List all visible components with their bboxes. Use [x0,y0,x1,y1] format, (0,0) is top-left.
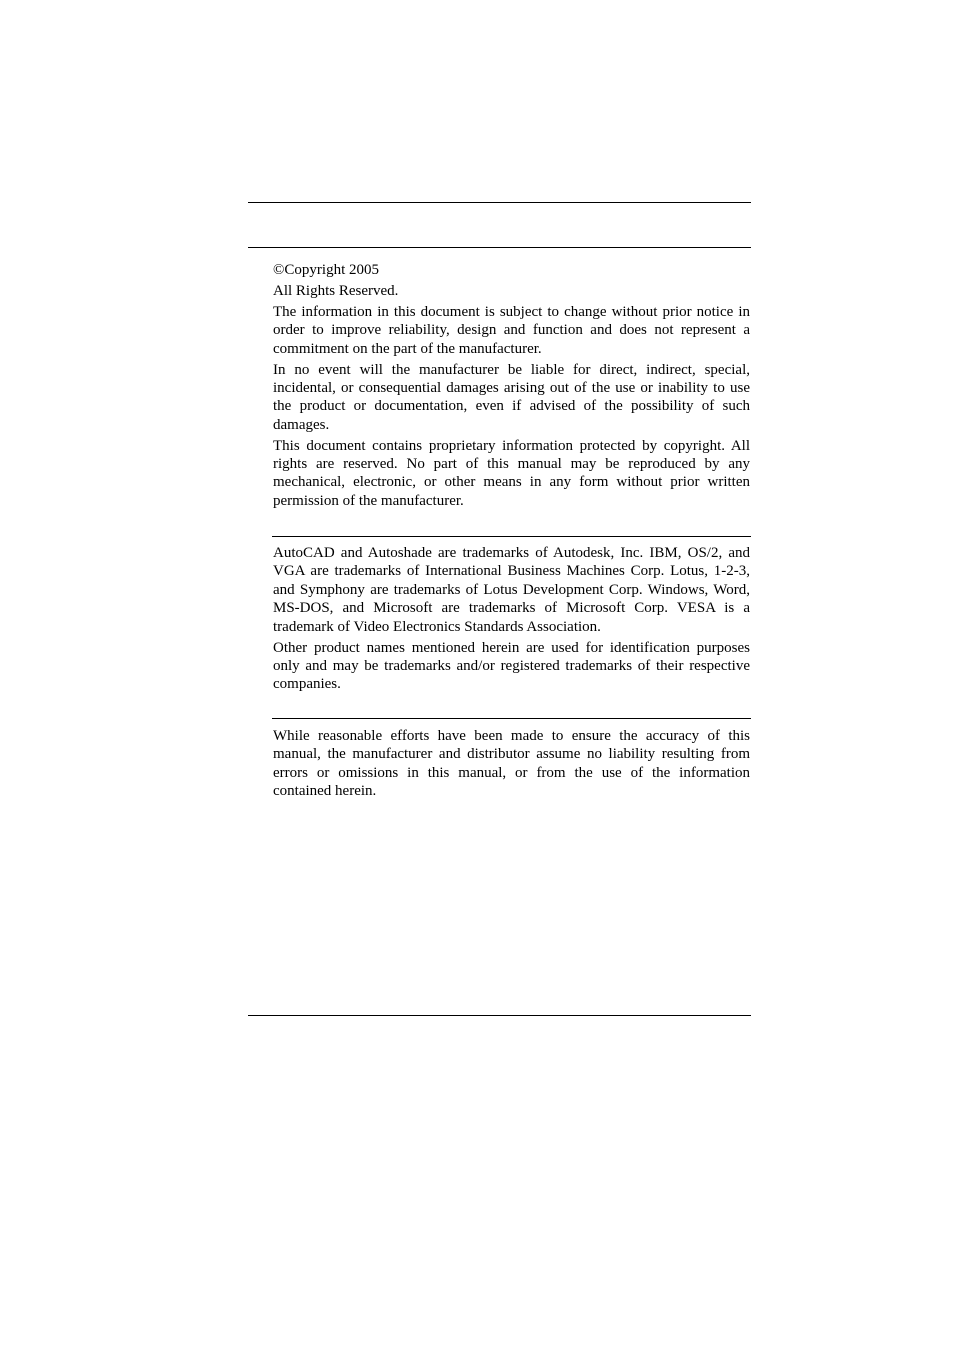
rights-reserved: All Rights Reserved. [273,282,399,299]
header-rule [248,247,751,248]
trademarks-paragraph: AutoCAD and Autoshade are trademarks of Autodesk, Inc. IBM, OS/2, and VGA are trademarks of International Business Machines Corp. Lotus, 1-2-3, and Symphony are trademarks of Lotus Development Corp. Windows, Word, MS-DOS, and Microsoft are trademarks of Microsoft Corp. VESA is a trademark of Video Electronics Standards Association. [273,545,750,635]
disclaimer-section [273,727,750,803]
liability-paragraph: In no event will the manufacturer be liable for direct, indirect, special, incidental, or consequential damages arising out of the use or inability to use the product or documentation, even if advised of the possibility of such damages. [273,361,750,433]
top-rule [248,202,751,203]
trademarks-section [273,544,750,696]
disclaimer-paragraph: While reasonable efforts have been made to ensure the accuracy of this manual, the manufacturer and distributor assume no liability resulting from errors or omissions in this manual, or from the use of the information contained herein. [273,728,750,800]
trademarks-rule [272,536,751,537]
other-names-paragraph: Other product names mentioned herein are used for identification purposes only and may be trademarks and/or registered trademarks of their respective companies. [273,639,750,693]
copyright-line: ©Copyright 2005 [273,262,379,278]
footer-rule [248,1015,751,1016]
proprietary-paragraph: This document contains proprietary information protected by copyright. All rights are reserved. No part of this manual may be reproduced by any mechanical, electronic, or other means in any form without prior written permission of the manufacturer. [273,437,750,509]
disclaimer-rule [272,718,751,719]
copyright-section [273,261,750,513]
notice-paragraph: The information in this document is subject to change without prior notice in order to improve reliability, design and function and does not represent a commitment on the part of the manufacturer. [273,303,750,357]
